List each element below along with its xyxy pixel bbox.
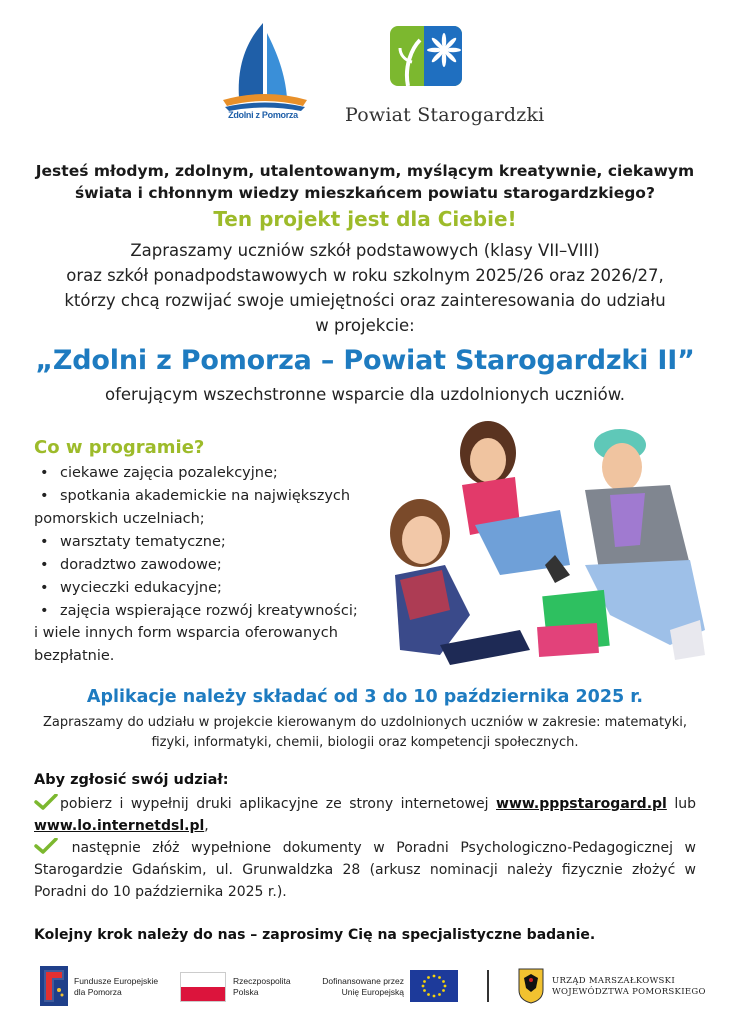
funding-footer [0, 962, 730, 1016]
list-item: • wycieczki edukacyjne; [34, 577, 374, 600]
fe-line: Fundusze Europejskie [74, 976, 159, 986]
step-1-end: , [204, 818, 209, 834]
poland-flag-icon [180, 972, 226, 1002]
students-photo [370, 415, 715, 673]
list-item: • zajęcia wspierające rozwój kreatywności; [34, 600, 374, 623]
step-1-text: pobierz i wypełnij druki aplikacyjne ze strony internetowej [60, 796, 489, 812]
um-line: WOJEWÓDZTWA POMORSKIEGO [552, 987, 706, 997]
subject-invite: Zapraszamy do udziału w projekcie kierowanym do uzdolnionych uczniów w zakresie: matematyki, fizyki, informatyki, chemii, biologii oraz kompetencji społecznych. [42, 715, 688, 750]
step-1-or: lub [674, 796, 696, 812]
eu-line: Dofinansowane przez [322, 976, 404, 986]
apply-step-1 [34, 793, 696, 837]
pl-text [233, 976, 291, 998]
apply-step-2 [34, 837, 696, 903]
program-heading: Co w programie? [34, 437, 205, 458]
program-extra-text: i wiele innych form wsparcia oferowanych bezpłatnie. [34, 625, 338, 664]
invite-line: którzy chcą rozwijać swoje umiejętności oraz zainteresowania do udziału [64, 291, 666, 310]
header-logos [0, 18, 730, 138]
fundusze-europejskie-icon [40, 966, 68, 1006]
invite-line: w projekcie: [315, 316, 415, 335]
zdolni-logo-text: Zdolni z Pomorza [228, 110, 298, 120]
powiat-starogardzki-logo [390, 26, 462, 86]
step-2-text: następnie złóż wypełnione dokumenty w Poradni Psychologiczno-Pedagogicznej w Starogardzie Gdańskim, ul. Grunwaldzka 28 (arkusz nominacji należy fizycznie złożyć w Poradni do 10 października 2025 r.). [34, 840, 697, 900]
pppstarogard-link[interactable]: www.pppstarogard.pl [496, 796, 667, 812]
intro-question: Jesteś młodym, zdolnym, utalentowanym, myślącym kreatywnie, ciekawym świata i chłonnym wiedzy mieszkańcem powiatu starogardzkiego? [35, 162, 695, 202]
list-item: • warsztaty tematyczne; [34, 531, 374, 554]
um-line: URZĄD MARSZAŁKOWSKI [552, 976, 675, 986]
invite-line: Zapraszamy uczniów szkół podstawowych (klasy VII–VIII) [130, 241, 600, 260]
program-list [34, 462, 374, 623]
next-step-text: Kolejny krok należy do nas – zaprosimy Cię na specjalistyczne badanie. [34, 927, 596, 943]
eu-line: Unię Europejską [341, 987, 404, 997]
fe-text [74, 976, 158, 998]
pl-line: Rzeczpospolita [233, 976, 291, 986]
deadline-title: Aplikacje należy składać od 3 do 10 października 2025 r. [86, 687, 644, 707]
invite-paragraph [20, 238, 710, 338]
pl-line: Polska [233, 987, 259, 997]
eu-flag-icon [410, 970, 458, 1002]
project-name: „Zdolni z Pomorza – Powiat Starogardzki II” [35, 345, 695, 376]
checkmark-icon [34, 794, 58, 810]
checkmark-icon [34, 838, 58, 854]
fe-line: dla Pomorza [74, 987, 122, 997]
footer-divider [487, 970, 489, 1002]
list-item: • ciekawe zajęcia pozalekcyjne; [34, 462, 374, 485]
invite-line: oraz szkół ponadpodstawowych w roku szkolnym 2025/26 oraz 2026/27, [66, 266, 664, 285]
offer-text: oferującym wszechstronne wsparcie dla uzdolnionych uczniów. [105, 385, 625, 404]
apply-heading: Aby zgłosić swój udział: [34, 772, 229, 788]
powiat-logo-text: Powiat Starogardzki [345, 104, 545, 126]
list-item: • doradztwo zawodowe; [34, 554, 374, 577]
eu-text [312, 976, 404, 998]
highlight-headline: Ten projekt jest dla Ciebie! [213, 207, 517, 231]
um-text [552, 976, 706, 998]
pomorskie-crest-icon [518, 968, 544, 1004]
lo-internetdsl-link[interactable]: www.lo.internetdsl.pl [34, 818, 205, 834]
list-item: • spotkania akademickie na największych pomorskich uczelniach; [34, 485, 374, 531]
